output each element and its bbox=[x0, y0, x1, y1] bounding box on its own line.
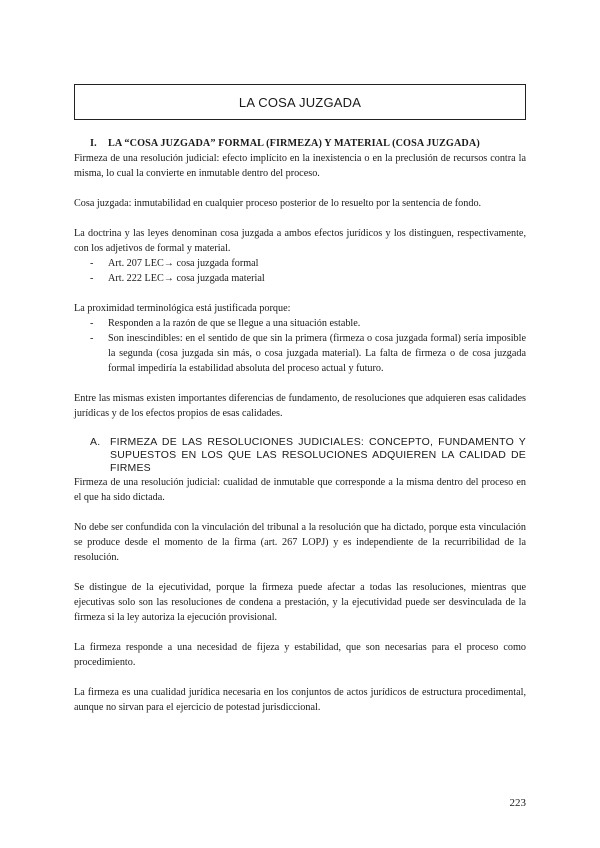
paragraph-ejecutividad: Se distingue de la ejecutividad, porque la firmeza puede afectar a todas las resoluciones, mientras que ejecutivas solo son las resoluciones de condena a prestación, y la ejecutividad puede ser desvinculada de la firmeza si la ley autoriza la ejecución provisional. bbox=[74, 582, 526, 623]
list-item: - Art. 222 LEC→ cosa juzgada material bbox=[74, 271, 526, 286]
section-heading-text: LA “COSA JUZGADA” FORMAL (FIRMEZA) Y MATERIAL (COSA JUZGADA) bbox=[108, 138, 480, 149]
subsection-number: A. bbox=[90, 436, 101, 448]
paragraph-proximidad: La proximidad terminológica está justificada porque: bbox=[74, 303, 291, 314]
section-number: I. bbox=[90, 138, 97, 149]
paragraph-diferencias: Entre las mismas existen importantes diferencias de fundamento, de resoluciones que adquieren esas calidades jurídicas y de los efectos propios de esas calidades. bbox=[74, 393, 526, 419]
article-list bbox=[74, 256, 526, 286]
paragraph-firmeza-definition: Firmeza de una resolución judicial: efecto implícito en la inexistencia o en la preclusión de recursos contra la misma, lo cual la convierte en inmutable dentro del proceso. bbox=[74, 153, 526, 179]
subsection-heading bbox=[90, 436, 526, 475]
list-item: - Art. 207 LEC→ cosa juzgada formal bbox=[74, 256, 526, 271]
document-body bbox=[74, 136, 526, 715]
subsection-heading-text: FIRMEZA DE LAS RESOLUCIONES JUDICIALES: CONCEPTO, FUNDAMENTO Y SUPUESTOS EN LOS QUE LAS RESOLUCIONES ADQUIEREN LA CALIDAD DE FIRMES bbox=[110, 436, 526, 474]
paragraph-doctrina: La doctrina y las leyes denominan cosa juzgada a ambos efectos jurídicos y los distinguen, respectivamente, con los adjetivos de formal y material. bbox=[74, 228, 526, 254]
paragraph-vinculacion: No debe ser confundida con la vinculación del tribunal a la resolución que ha dictado, porque esta vinculación se produce desde el momento de la firma (art. 267 LOPJ) y es independiente de la recurribilidad de la resolución. bbox=[74, 522, 526, 563]
paragraph-fijeza: La firmeza responde a una necesidad de fijeza y estabilidad, que son necesarias para el proceso como procedimiento. bbox=[74, 642, 526, 668]
page-number: 223 bbox=[509, 797, 526, 809]
page-title: LA COSA JUZGADA bbox=[74, 84, 526, 120]
paragraph-cosa-juzgada-definition: Cosa juzgada: inmutabilidad en cualquier proceso posterior de lo resuelto por la sentencia de fondo. bbox=[74, 198, 482, 209]
paragraph-firmeza-concepto: Firmeza de una resolución judicial: cualidad de inmutable que corresponde a la misma dentro del proceso en el que ha sido dictada. bbox=[74, 477, 526, 503]
list-item: - Son inescindibles: en el sentido de que sin la primera (firmeza o cosa juzgada formal) sería imposible la segunda (cosa juzgada sin más, o cosa juzgada material). La falta de firmeza o de cosa juzgada formal impediría la estabilidad absoluta del proceso actual y futuro. bbox=[74, 331, 526, 376]
list-item: - Responden a la razón de que se llegue a una situación estable. bbox=[74, 316, 526, 331]
reasons-list bbox=[74, 316, 526, 376]
section-heading bbox=[90, 136, 526, 151]
paragraph-cualidad-juridica: La firmeza es una cualidad jurídica necesaria en los conjuntos de actos jurídicos de estructura procedimental, aunque no sirvan para el ejercicio de potestad jurisdiccional. bbox=[74, 687, 526, 713]
